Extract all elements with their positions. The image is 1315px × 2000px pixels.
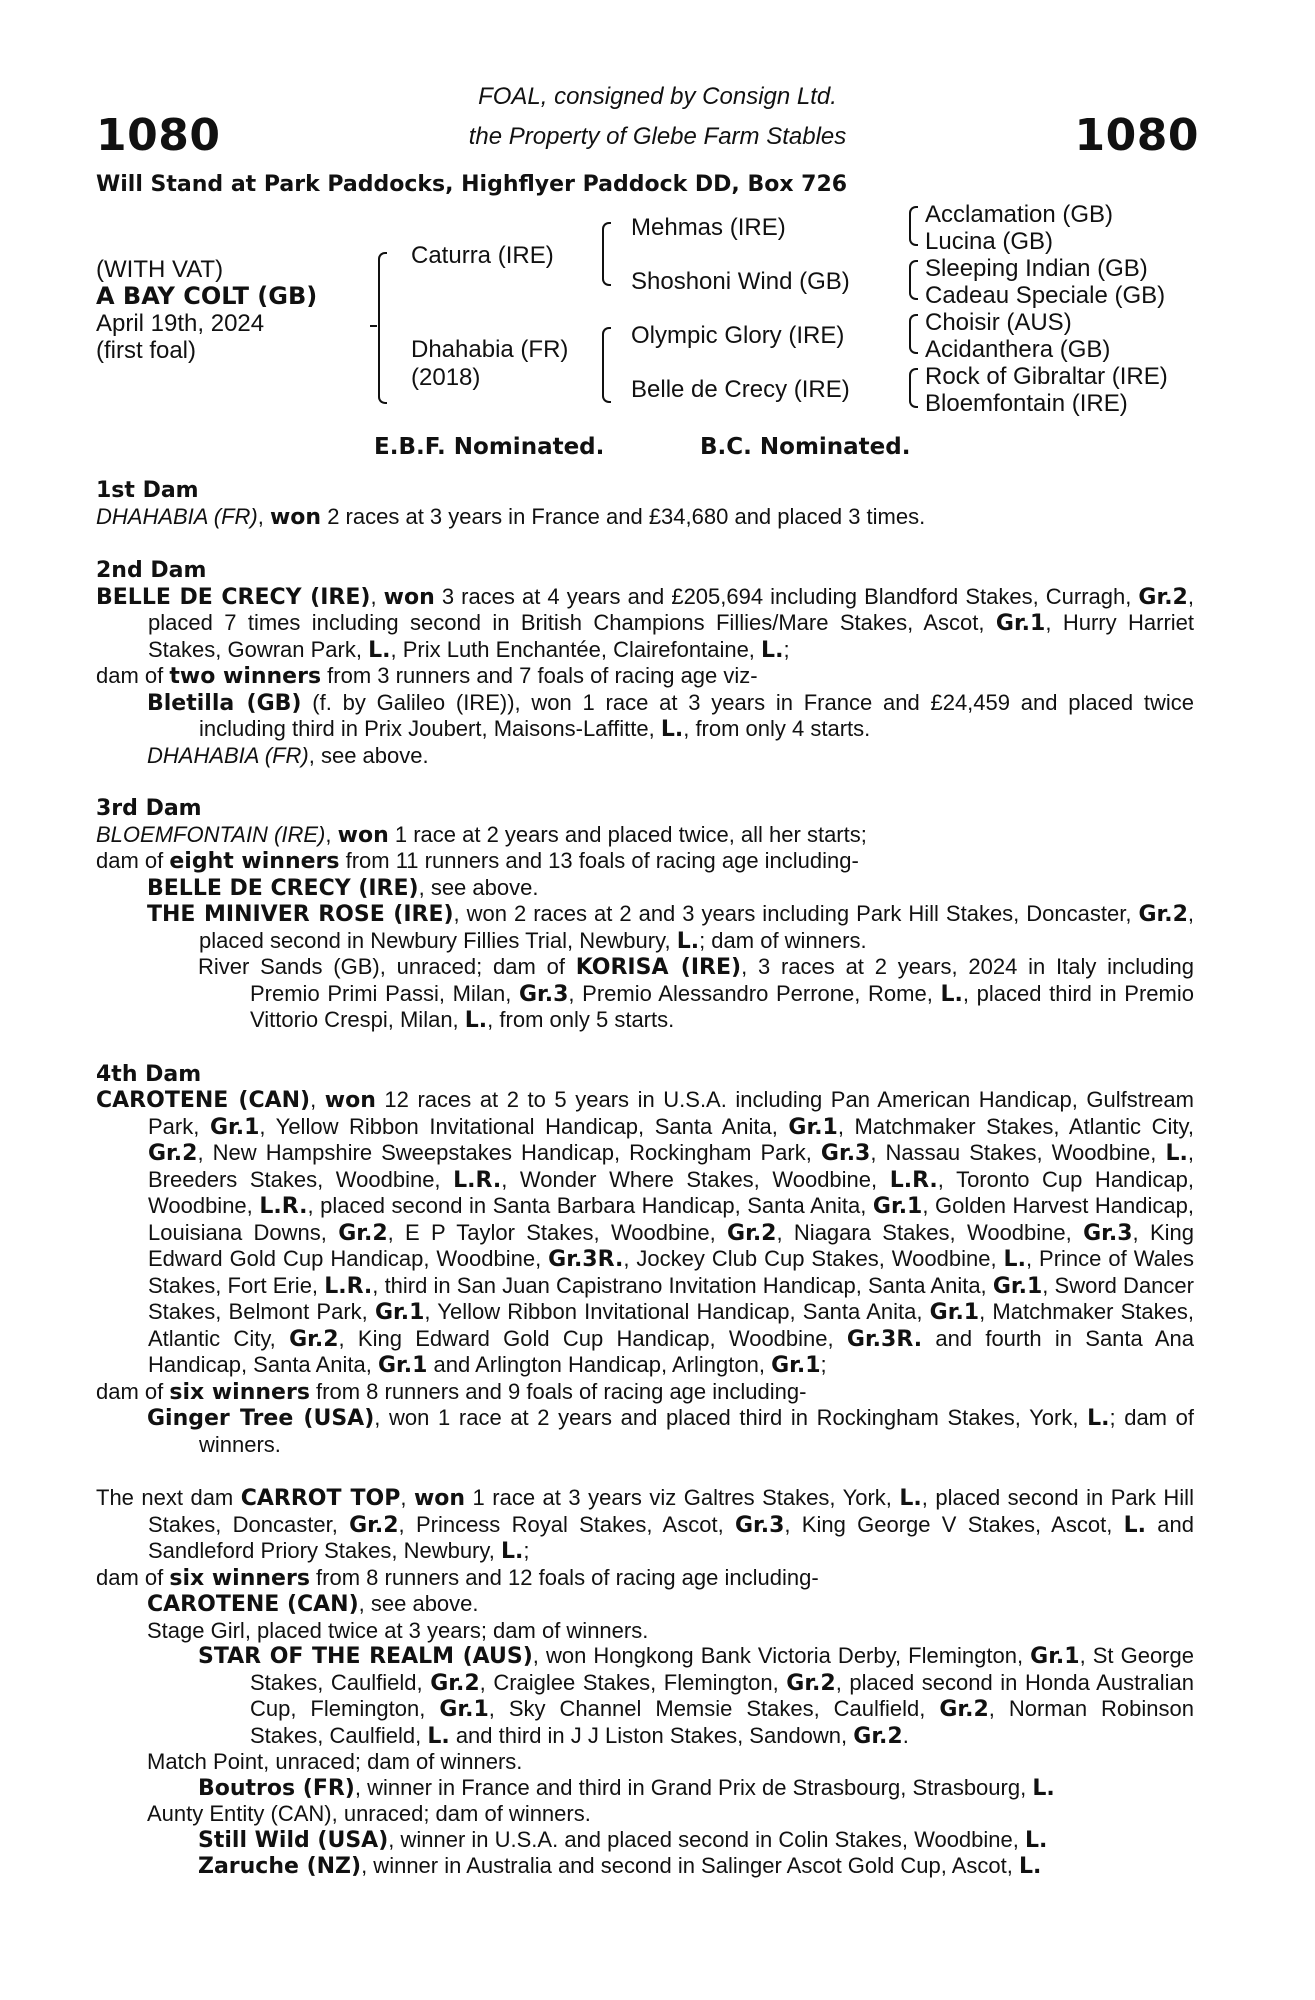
bold-text: won bbox=[324, 1088, 376, 1113]
bold-text: Gr.2 bbox=[148, 1141, 198, 1166]
text-run: Match Point, unraced; dam of winners. bbox=[147, 1749, 523, 1774]
bold-text: L. bbox=[1024, 1827, 1048, 1853]
bold-text: L.R. bbox=[259, 1194, 308, 1219]
vat-status: (WITH VAT) bbox=[96, 256, 224, 283]
text-run: , Toronto Cup Handicap, Woodbine, bbox=[148, 1166, 1194, 1218]
pedigree-entry bbox=[96, 663, 1194, 690]
bold-text: Gr.2 bbox=[430, 1670, 480, 1696]
pedigree-brace-g3-4 bbox=[909, 368, 918, 408]
bold-text: Gr.2 bbox=[727, 1220, 777, 1246]
g3-ancestor: Choisir (AUS) bbox=[925, 309, 1072, 336]
bold-text: BELLE DE CRECY (IRE) bbox=[147, 875, 419, 901]
pedigree-entry bbox=[96, 1853, 1194, 1880]
bold-text: L. bbox=[1032, 1775, 1055, 1801]
text-run: , 3 races at 2 years, 2024 in Italy including Premio Primi Passi, Milan, bbox=[250, 954, 1194, 1006]
dam-section-title: 4th Dam bbox=[96, 1061, 202, 1087]
text-run: (f. by Galileo (IRE)), won 1 race at 3 years in France and £24,459 and placed twice including third in Prix Joubert, Maisons-Laffitte, bbox=[199, 689, 1194, 741]
text-run: , New Hampshire Sweepstakes Handicap, Rockingham Park, bbox=[197, 1140, 821, 1165]
text-run: , bbox=[370, 583, 384, 609]
bold-text: Gr.1 bbox=[1030, 1644, 1080, 1669]
dam-section bbox=[96, 796, 1194, 1034]
bold-text: Gr.2 bbox=[349, 1512, 399, 1538]
bold-text: Gr.3 bbox=[1083, 1220, 1133, 1246]
pedigree-entry bbox=[96, 875, 1194, 902]
bold-text: six winners bbox=[169, 1565, 310, 1591]
bold-text: won bbox=[269, 504, 322, 530]
pedigree-brace-sire bbox=[602, 222, 611, 286]
text-run: and Arlington Handicap, Arlington, bbox=[427, 1352, 772, 1377]
pedigree-entry bbox=[96, 822, 1194, 849]
text-run: ; bbox=[523, 1538, 530, 1563]
bold-text: Gr.3R. bbox=[846, 1326, 923, 1352]
pedigree-entry bbox=[96, 584, 1194, 664]
consignment-line2: the Property of Glebe Farm Stables bbox=[468, 123, 847, 150]
pedigree-entry bbox=[96, 1565, 1194, 1592]
text-run: , placed second in Honda Australian Cup, Flemington, bbox=[250, 1669, 1194, 1721]
text-run: , Jockey Club Cup Stakes, Woodbine, bbox=[623, 1246, 1004, 1271]
bold-text: Still Wild (USA) bbox=[198, 1827, 389, 1853]
catalogue-body bbox=[96, 478, 1194, 1880]
text-run: . bbox=[902, 1722, 909, 1748]
text-run: , winner in U.S.A. and placed second in Colin Stakes, Woodbine, bbox=[388, 1826, 1025, 1852]
bold-text: Gr.1 bbox=[209, 1114, 260, 1140]
pedigree-entry bbox=[96, 848, 1194, 875]
text-run: , King George V Stakes, Ascot, bbox=[784, 1511, 1124, 1537]
bold-text: KORISA (IRE) bbox=[575, 955, 742, 980]
sire-name: Caturra (IRE) bbox=[411, 242, 554, 269]
text-run: , from only 5 starts. bbox=[487, 1007, 675, 1032]
bold-text: Gr.1 bbox=[992, 1273, 1043, 1299]
bold-text: Gr.1 bbox=[929, 1300, 980, 1325]
dam-name: Dhahabia (FR) bbox=[411, 336, 569, 363]
bold-text: L. bbox=[940, 981, 963, 1007]
text-run: Aunty Entity (CAN), unraced; dam of winners. bbox=[147, 1801, 591, 1826]
bold-text: Gr.2 bbox=[786, 1670, 836, 1696]
italic-text: DHAHABIA (FR) bbox=[96, 503, 258, 529]
text-run: 3 races at 4 years and £205,694 including Blandford Stakes, Curragh, bbox=[434, 583, 1139, 609]
italic-text: BLOEMFONTAIN (IRE) bbox=[96, 821, 326, 847]
pedigree-entry bbox=[96, 1485, 1194, 1565]
pedigree-entry bbox=[96, 1827, 1194, 1854]
pedigree-entry bbox=[96, 1643, 1194, 1749]
bold-text: won bbox=[383, 584, 435, 610]
g3-ancestor: Rock of Gibraltar (IRE) bbox=[925, 363, 1168, 390]
g3-ancestor: Bloemfontain (IRE) bbox=[925, 390, 1128, 417]
text-run: from 3 runners and 7 foals of racing age viz- bbox=[321, 663, 758, 688]
text-run: , Breeders Stakes, Woodbine, bbox=[148, 1140, 1194, 1192]
bold-text: L. bbox=[1123, 1512, 1146, 1538]
pedigree-entry bbox=[96, 901, 1194, 954]
pedigree-brace-point bbox=[370, 325, 377, 327]
bold-text: L. bbox=[1165, 1141, 1188, 1166]
dam-section bbox=[96, 1062, 1194, 1458]
text-run: , bbox=[325, 821, 338, 847]
pedigree-entry bbox=[96, 1405, 1194, 1457]
text-run: and fourth in Santa Ana Handicap, Santa Anita, bbox=[148, 1325, 1194, 1377]
text-run: , see above. bbox=[418, 874, 539, 900]
text-run: , Matchmaker Stakes, Atlantic City, bbox=[837, 1113, 1194, 1139]
bold-text: six winners bbox=[169, 1379, 310, 1405]
bold-text: Gr.2 bbox=[853, 1723, 903, 1749]
bold-text: Gr.1 bbox=[439, 1697, 489, 1722]
pedigree-entry bbox=[96, 1801, 1194, 1827]
text-run: , Yellow Ribbon Invitational Handicap, Santa Anita, bbox=[424, 1299, 930, 1324]
pedigree-brace-sire-dam bbox=[378, 252, 387, 404]
bold-text: L.R. bbox=[453, 1167, 502, 1193]
pedigree-brace-g3-2 bbox=[909, 260, 918, 300]
text-run: , Yellow Ribbon Invitational Handicap, Santa Anita, bbox=[259, 1113, 789, 1139]
bold-text: L. bbox=[427, 1723, 450, 1749]
text-run: , third in San Juan Capistrano Invitation Handicap, Santa Anita, bbox=[372, 1272, 993, 1298]
bold-text: Gr.1 bbox=[995, 611, 1046, 636]
text-run: , Nassau Stakes, Woodbine, bbox=[870, 1140, 1166, 1165]
bold-text: CAROTENE (CAN) bbox=[147, 1592, 359, 1617]
ebf-nomination: E.B.F. Nominated. bbox=[374, 434, 605, 460]
text-run: , King Edward Gold Cup Handicap, Woodbine, bbox=[338, 1325, 847, 1351]
bold-text: Zaruche (NZ) bbox=[198, 1854, 362, 1879]
bold-text: Gr.1 bbox=[377, 1353, 428, 1378]
text-run: , Princess Royal Stakes, Ascot, bbox=[398, 1511, 735, 1537]
pedigree-entry bbox=[96, 954, 1194, 1034]
text-run: 1 race at 2 years and placed twice, all her starts; bbox=[388, 821, 867, 847]
text-run: , bbox=[310, 1087, 325, 1112]
text-run: ; bbox=[820, 1352, 827, 1377]
dam-year: (2018) bbox=[411, 364, 481, 391]
pedigree-brace-g3-1 bbox=[909, 206, 918, 246]
bold-text: THE MINIVER ROSE (IRE) bbox=[147, 902, 454, 927]
pedigree-entry bbox=[96, 743, 1194, 769]
text-run: 12 races at 2 to 5 years in U.S.A. including Pan American Handicap, Gulfstream Park, bbox=[148, 1087, 1194, 1139]
text-run: dam of bbox=[96, 848, 170, 873]
bold-text: Gr.2 bbox=[1138, 902, 1188, 927]
bold-text: L.R. bbox=[889, 1167, 938, 1193]
dam-section bbox=[96, 1485, 1194, 1880]
pedigree-entry bbox=[96, 1618, 1194, 1644]
bold-text: L.R. bbox=[324, 1273, 373, 1299]
text-run: ; dam of winners. bbox=[699, 927, 867, 953]
g3-ancestor: Cadeau Speciale (GB) bbox=[925, 282, 1166, 309]
text-run: , see above. bbox=[358, 1591, 479, 1616]
foal-note: (first foal) bbox=[96, 337, 197, 364]
dam-section-title: 1st Dam bbox=[96, 478, 199, 503]
lot-number-left: 1080 bbox=[96, 110, 221, 161]
text-run: , winner in Australia and second in Salinger Ascot Gold Cup, Ascot, bbox=[361, 1853, 1020, 1878]
text-run: , bbox=[400, 1485, 414, 1510]
text-run: , Norman Robinson Stakes, Caulfield, bbox=[250, 1696, 1194, 1748]
text-run: ; bbox=[783, 636, 790, 662]
text-run: , Sky Channel Memsie Stakes, Caulfield, bbox=[488, 1696, 940, 1721]
bold-text: Gr.1 bbox=[872, 1194, 923, 1219]
sire-sire-name: Mehmas (IRE) bbox=[631, 214, 786, 241]
g3-ancestor: Acidanthera (GB) bbox=[925, 336, 1111, 363]
text-run: dam of bbox=[96, 1378, 170, 1404]
pedigree-entry bbox=[96, 1087, 1194, 1379]
bold-text: Gr.1 bbox=[771, 1353, 821, 1378]
bold-text: Gr.2 bbox=[939, 1697, 989, 1722]
bold-text: L. bbox=[464, 1008, 488, 1033]
dam-section bbox=[96, 558, 1194, 768]
bold-text: L. bbox=[368, 637, 391, 663]
italic-text: DHAHABIA (FR) bbox=[147, 742, 309, 768]
bold-text: won bbox=[337, 822, 389, 848]
bold-text: Boutros (FR) bbox=[198, 1775, 355, 1801]
bold-text: Gr.2 bbox=[338, 1220, 388, 1246]
consignment-line1: FOAL, consigned by Consign Ltd. bbox=[478, 83, 837, 110]
bold-text: Bletilla (GB) bbox=[147, 690, 302, 716]
pedigree-entry bbox=[96, 1591, 1194, 1618]
bold-text: Gr.2 bbox=[289, 1326, 339, 1352]
text-run: 2 races at 3 years in France and £34,680 and placed 3 times. bbox=[321, 503, 926, 529]
text-run: , bbox=[257, 503, 270, 529]
lot-number-right: 1080 bbox=[1074, 110, 1199, 161]
bold-text: Gr.3 bbox=[518, 981, 569, 1007]
g3-ancestor: Sleeping Indian (GB) bbox=[925, 255, 1148, 282]
text-run: and third in J J Liston Stakes, Sandown, bbox=[449, 1722, 854, 1748]
text-run: , Prince of Wales Stakes, Fort Erie, bbox=[148, 1246, 1195, 1298]
horse-name: A BAY COLT (GB) bbox=[96, 282, 318, 310]
bold-text: CARROT TOP bbox=[240, 1486, 401, 1511]
bold-text: Gr.1 bbox=[374, 1300, 425, 1325]
bold-text: BELLE DE CRECY (IRE) bbox=[96, 584, 371, 610]
text-run: , from only 4 starts. bbox=[683, 716, 871, 741]
bold-text: L. bbox=[1003, 1247, 1026, 1272]
bold-text: Gr.3 bbox=[820, 1141, 871, 1166]
pedigree-entry bbox=[96, 690, 1194, 743]
text-run: , King Edward Gold Cup Handicap, Woodbine, bbox=[148, 1219, 1194, 1271]
bold-text: won bbox=[413, 1486, 466, 1511]
pedigree-brace-g3-3 bbox=[909, 314, 918, 354]
stand-location: Will Stand at Park Paddocks, Highflyer Paddock DD, Box 726 bbox=[96, 172, 848, 197]
text-run: , Sword Dancer Stakes, Belmont Park, bbox=[148, 1272, 1194, 1324]
text-run: , Wonder Where Stakes, Woodbine, bbox=[501, 1166, 890, 1192]
text-run: , see above. bbox=[308, 742, 429, 768]
dam-sire-name: Olympic Glory (IRE) bbox=[631, 322, 845, 349]
bold-text: Ginger Tree (USA) bbox=[147, 1406, 375, 1431]
text-run: from 8 runners and 12 foals of racing age including- bbox=[309, 1564, 819, 1590]
bold-text: L. bbox=[761, 637, 784, 663]
bold-text: L. bbox=[1019, 1854, 1042, 1879]
text-run: dam of bbox=[96, 1564, 170, 1590]
text-run: , winner in France and third in Grand Prix de Strasbourg, Strasbourg, bbox=[354, 1774, 1033, 1800]
g3-ancestor: Lucina (GB) bbox=[925, 228, 1054, 255]
bold-text: Gr.2 bbox=[1138, 584, 1188, 610]
text-run: , E P Taylor Stakes, Woodbine, bbox=[387, 1219, 728, 1245]
dam-section-title: 3rd Dam bbox=[96, 796, 202, 821]
text-run: , Craiglee Stakes, Flemington, bbox=[479, 1669, 787, 1695]
dam-section-title: 2nd Dam bbox=[96, 558, 207, 583]
bold-text: CAROTENE (CAN) bbox=[96, 1088, 311, 1113]
text-run: River Sands (GB), unraced; dam of bbox=[198, 954, 576, 979]
bc-nomination: B.C. Nominated. bbox=[700, 434, 911, 460]
bold-text: L. bbox=[1087, 1406, 1110, 1431]
dam-dam-name: Belle de Crecy (IRE) bbox=[631, 376, 850, 403]
dam-section bbox=[96, 478, 1194, 530]
text-run: Stage Girl, placed twice at 3 years; dam of winners. bbox=[147, 1617, 649, 1643]
sire-dam-name: Shoshoni Wind (GB) bbox=[631, 268, 850, 295]
text-run: dam of bbox=[96, 663, 170, 688]
text-run: ; dam of winners. bbox=[199, 1405, 1194, 1457]
bold-text: Gr.1 bbox=[788, 1114, 838, 1140]
bold-text: STAR OF THE REALM (AUS) bbox=[198, 1644, 533, 1669]
text-run: , Golden Harvest Handicap, Louisiana Downs, bbox=[148, 1193, 1194, 1245]
text-run: , placed second in Park Hill Stakes, Doncaster, bbox=[148, 1485, 1194, 1537]
text-run: , Matchmaker Stakes, Atlantic City, bbox=[148, 1299, 1194, 1351]
g3-ancestor: Acclamation (GB) bbox=[925, 201, 1114, 228]
text-run: from 11 runners and 13 foals of racing age including- bbox=[339, 848, 859, 873]
bold-text: Gr.3R. bbox=[548, 1247, 624, 1272]
text-run: , Hurry Harriet Stakes, Gowran Park, bbox=[148, 610, 1195, 662]
foaling-date: April 19th, 2024 bbox=[96, 310, 265, 337]
pedigree-brace-dam bbox=[602, 327, 611, 403]
bold-text: L. bbox=[899, 1486, 922, 1511]
text-run: , placed 7 times including second in British Champions Fillies/Mare Stakes, Ascot, bbox=[148, 583, 1194, 635]
text-run: , won 2 races at 2 and 3 years including Park Hill Stakes, Doncaster, bbox=[453, 901, 1139, 926]
text-run: 1 race at 3 years viz Galtres Stakes, York, bbox=[465, 1485, 900, 1510]
pedigree-entry bbox=[96, 504, 1194, 531]
bold-text: Gr.3 bbox=[734, 1512, 785, 1538]
text-run: , won Hongkong Bank Victoria Derby, Flemington, bbox=[532, 1643, 1031, 1668]
text-run: , Premio Alessandro Perrone, Rome, bbox=[568, 980, 941, 1006]
text-run: and Sandleford Priory Stakes, Newbury, bbox=[148, 1511, 1194, 1563]
pedigree-entry bbox=[96, 1749, 1194, 1775]
bold-text: eight winners bbox=[169, 849, 340, 874]
text-run: , Prix Luth Enchantée, Clairefontaine, bbox=[390, 636, 762, 662]
text-run: from 8 runners and 9 foals of racing age including- bbox=[309, 1378, 807, 1404]
text-run: , won 1 race at 2 years and placed third in Rockingham Stakes, York, bbox=[374, 1405, 1088, 1430]
text-run: , St George Stakes, Caulfield, bbox=[250, 1643, 1194, 1695]
text-run: , placed second in Newbury Fillies Trial, Newbury, bbox=[199, 901, 1195, 953]
bold-text: two winners bbox=[169, 664, 322, 689]
text-run: , placed third in Premio Vittorio Crespi, Milan, bbox=[250, 980, 1194, 1032]
text-run: The next dam bbox=[96, 1485, 241, 1510]
pedigree-entry bbox=[96, 1775, 1194, 1802]
bold-text: L. bbox=[500, 1539, 524, 1564]
bold-text: L. bbox=[676, 928, 700, 954]
pedigree-entry bbox=[96, 1379, 1194, 1406]
text-run: , placed second in Santa Barbara Handicap, Santa Anita, bbox=[307, 1193, 873, 1218]
bold-text: L. bbox=[660, 717, 684, 742]
text-run: , Niagara Stakes, Woodbine, bbox=[776, 1219, 1084, 1245]
